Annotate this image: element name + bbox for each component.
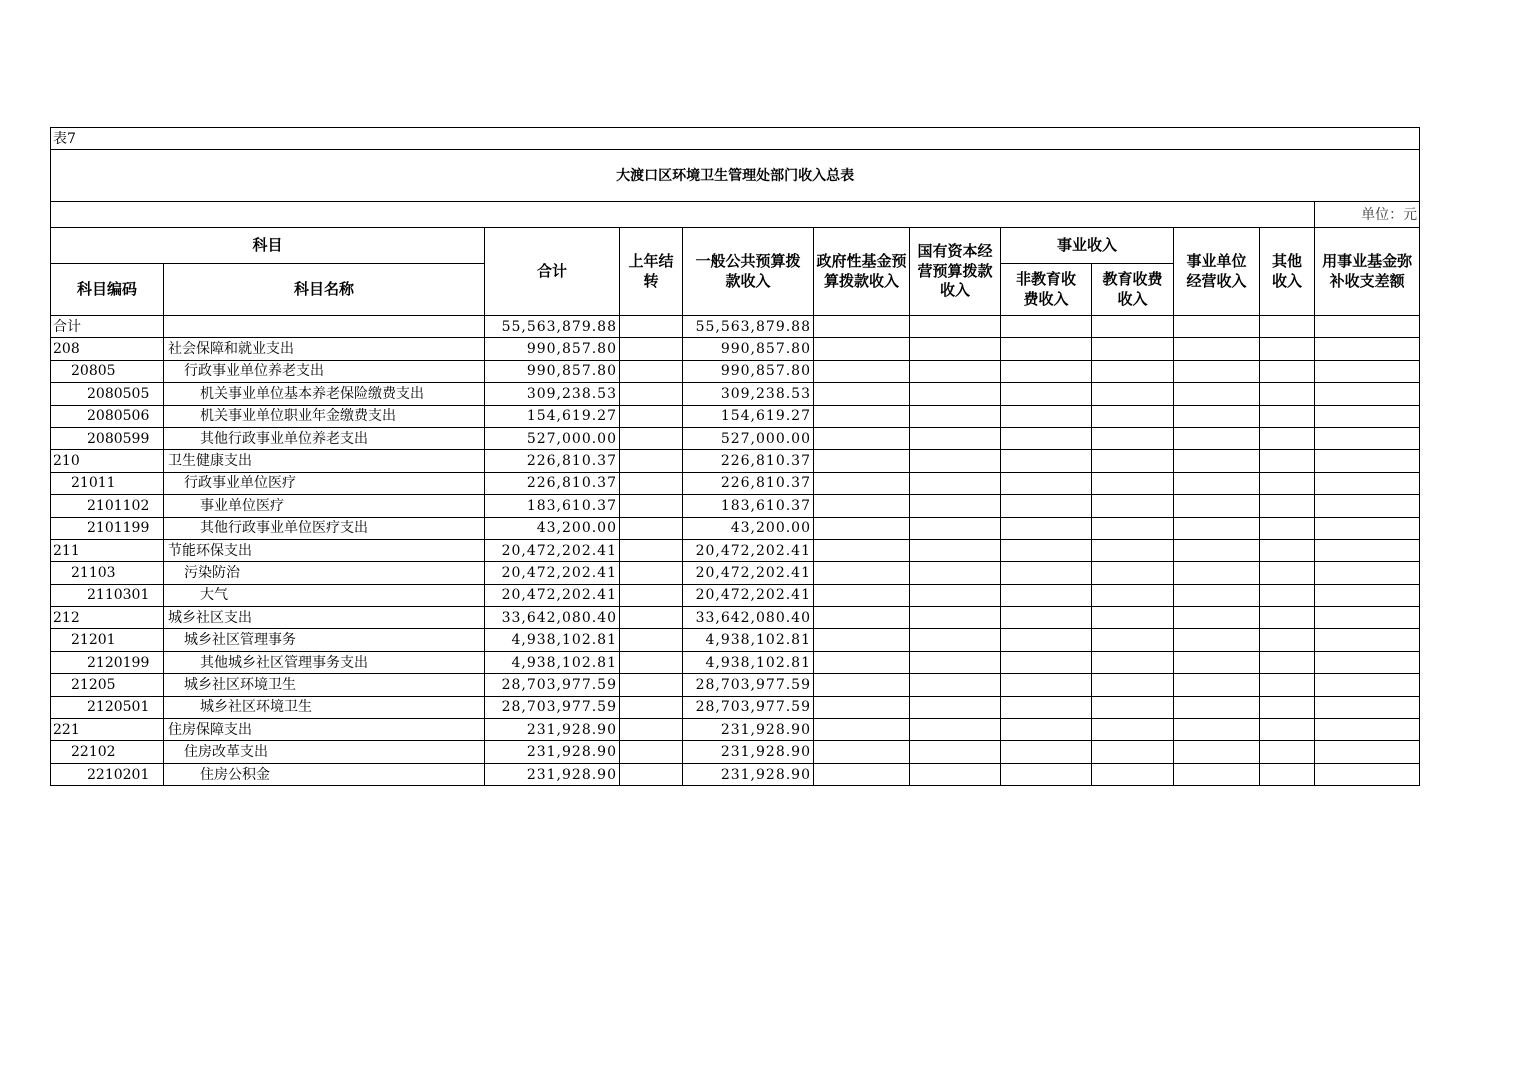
state-capital-cell xyxy=(910,338,1001,360)
carryover-cell xyxy=(620,741,683,763)
general-budget-cell: 33,642,080.40 xyxy=(683,607,814,629)
fund-supplement-cell xyxy=(1315,427,1420,449)
table-row xyxy=(51,360,1420,382)
general-budget-cell: 231,928.90 xyxy=(683,719,814,741)
operating-income-cell xyxy=(1174,338,1260,360)
edu-fee-cell xyxy=(1092,383,1174,405)
total-cell: 33,642,080.40 xyxy=(485,607,620,629)
gov-fund-cell xyxy=(814,719,910,741)
state-capital-cell xyxy=(910,472,1001,494)
unit-row-blank xyxy=(51,202,1315,228)
state-capital-cell xyxy=(910,517,1001,539)
table-row xyxy=(51,472,1420,494)
income-summary-table xyxy=(50,127,1420,786)
non-edu-fee-cell xyxy=(1001,383,1092,405)
carryover-cell xyxy=(620,316,683,338)
subject-code-cell: 2080599 xyxy=(51,427,164,449)
gov-fund-cell xyxy=(814,405,910,427)
other-income-cell xyxy=(1260,472,1315,494)
subject-code-cell: 2101102 xyxy=(51,495,164,517)
other-income-cell xyxy=(1260,405,1315,427)
table-row xyxy=(51,674,1420,696)
other-income-cell xyxy=(1260,338,1315,360)
non-edu-fee-cell xyxy=(1001,629,1092,651)
gov-fund-cell xyxy=(814,607,910,629)
subject-name-cell: 其他城乡社区管理事务支出 xyxy=(164,651,485,673)
general-budget-cell: 990,857.80 xyxy=(683,338,814,360)
edu-fee-cell xyxy=(1092,629,1174,651)
fund-supplement-cell xyxy=(1315,763,1420,785)
gov-fund-cell xyxy=(814,517,910,539)
table-row xyxy=(51,427,1420,449)
general-budget-cell: 231,928.90 xyxy=(683,741,814,763)
total-cell: 309,238.53 xyxy=(485,383,620,405)
edu-fee-cell xyxy=(1092,360,1174,382)
operating-income-cell xyxy=(1174,517,1260,539)
subject-name-cell: 其他行政事业单位养老支出 xyxy=(164,427,485,449)
operating-income-cell xyxy=(1174,405,1260,427)
carryover-cell xyxy=(620,338,683,360)
total-cell: 28,703,977.59 xyxy=(485,696,620,718)
total-cell: 231,928.90 xyxy=(485,719,620,741)
table-row xyxy=(51,651,1420,673)
header-subject-name: 科目名称 xyxy=(164,264,485,316)
other-income-cell xyxy=(1260,696,1315,718)
fund-supplement-cell xyxy=(1315,338,1420,360)
edu-fee-cell xyxy=(1092,696,1174,718)
subject-name-cell: 住房保障支出 xyxy=(164,719,485,741)
carryover-cell xyxy=(620,696,683,718)
table-row xyxy=(51,629,1420,651)
carryover-cell xyxy=(620,495,683,517)
general-budget-cell: 226,810.37 xyxy=(683,450,814,472)
subject-code-cell: 20805 xyxy=(51,360,164,382)
subject-name-cell: 社会保障和就业支出 xyxy=(164,338,485,360)
total-cell: 20,472,202.41 xyxy=(485,584,620,606)
other-income-cell xyxy=(1260,629,1315,651)
carryover-cell xyxy=(620,405,683,427)
state-capital-cell xyxy=(910,383,1001,405)
state-capital-cell xyxy=(910,316,1001,338)
table-number: 表7 xyxy=(51,128,1420,150)
non-edu-fee-cell xyxy=(1001,472,1092,494)
operating-income-cell xyxy=(1174,741,1260,763)
general-budget-cell: 43,200.00 xyxy=(683,517,814,539)
edu-fee-cell xyxy=(1092,719,1174,741)
gov-fund-cell xyxy=(814,629,910,651)
gov-fund-cell xyxy=(814,338,910,360)
fund-supplement-cell xyxy=(1315,383,1420,405)
non-edu-fee-cell xyxy=(1001,495,1092,517)
carryover-cell xyxy=(620,539,683,561)
total-cell: 154,619.27 xyxy=(485,405,620,427)
gov-fund-cell xyxy=(814,316,910,338)
total-cell: 43,200.00 xyxy=(485,517,620,539)
subject-code-cell: 211 xyxy=(51,539,164,561)
title-row xyxy=(51,150,1420,202)
carryover-cell xyxy=(620,383,683,405)
state-capital-cell xyxy=(910,427,1001,449)
non-edu-fee-cell xyxy=(1001,360,1092,382)
table-row xyxy=(51,607,1420,629)
subject-code-cell: 2120501 xyxy=(51,696,164,718)
operating-income-cell xyxy=(1174,539,1260,561)
non-edu-fee-cell xyxy=(1001,316,1092,338)
header-fund-supplement: 用事业基金弥补收支差额 xyxy=(1315,228,1420,316)
table-row xyxy=(51,562,1420,584)
header-other-income: 其他收入 xyxy=(1260,228,1315,316)
total-cell: 20,472,202.41 xyxy=(485,562,620,584)
state-capital-cell xyxy=(910,696,1001,718)
subject-name-cell: 机关事业单位基本养老保险缴费支出 xyxy=(164,383,485,405)
non-edu-fee-cell xyxy=(1001,338,1092,360)
subject-name-cell: 城乡社区环境卫生 xyxy=(164,696,485,718)
edu-fee-cell xyxy=(1092,427,1174,449)
carryover-cell xyxy=(620,450,683,472)
subject-code-cell: 21201 xyxy=(51,629,164,651)
total-cell: 4,938,102.81 xyxy=(485,651,620,673)
subject-name-cell xyxy=(164,316,485,338)
fund-supplement-cell xyxy=(1315,405,1420,427)
gov-fund-cell xyxy=(814,450,910,472)
carryover-cell xyxy=(620,674,683,696)
total-cell: 231,928.90 xyxy=(485,741,620,763)
gov-fund-cell xyxy=(814,360,910,382)
edu-fee-cell xyxy=(1092,763,1174,785)
header-carryover: 上年结转 xyxy=(620,228,683,316)
other-income-cell xyxy=(1260,674,1315,696)
carryover-cell xyxy=(620,763,683,785)
subject-code-cell: 2080506 xyxy=(51,405,164,427)
header-state-capital: 国有资本经营预算拨款收入 xyxy=(910,228,1001,316)
subject-name-cell: 行政事业单位养老支出 xyxy=(164,360,485,382)
subject-name-cell: 城乡社区管理事务 xyxy=(164,629,485,651)
edu-fee-cell xyxy=(1092,338,1174,360)
fund-supplement-cell xyxy=(1315,584,1420,606)
subject-name-cell: 城乡社区环境卫生 xyxy=(164,674,485,696)
total-cell: 990,857.80 xyxy=(485,360,620,382)
subject-code-cell: 2110301 xyxy=(51,584,164,606)
fund-supplement-cell xyxy=(1315,495,1420,517)
non-edu-fee-cell xyxy=(1001,539,1092,561)
operating-income-cell xyxy=(1174,674,1260,696)
subject-name-cell: 大气 xyxy=(164,584,485,606)
general-budget-cell: 154,619.27 xyxy=(683,405,814,427)
operating-income-cell xyxy=(1174,383,1260,405)
non-edu-fee-cell xyxy=(1001,584,1092,606)
general-budget-cell: 28,703,977.59 xyxy=(683,696,814,718)
total-cell: 990,857.80 xyxy=(485,338,620,360)
subject-name-cell: 其他行政事业单位医疗支出 xyxy=(164,517,485,539)
non-edu-fee-cell xyxy=(1001,696,1092,718)
non-edu-fee-cell xyxy=(1001,719,1092,741)
edu-fee-cell xyxy=(1092,405,1174,427)
edu-fee-cell xyxy=(1092,517,1174,539)
total-cell: 55,563,879.88 xyxy=(485,316,620,338)
subject-code-cell: 2080505 xyxy=(51,383,164,405)
header-operating-income: 事业单位经营收入 xyxy=(1174,228,1260,316)
subject-code-cell: 21103 xyxy=(51,562,164,584)
state-capital-cell xyxy=(910,584,1001,606)
state-capital-cell xyxy=(910,629,1001,651)
state-capital-cell xyxy=(910,741,1001,763)
table-row xyxy=(51,539,1420,561)
other-income-cell xyxy=(1260,763,1315,785)
non-edu-fee-cell xyxy=(1001,674,1092,696)
non-edu-fee-cell xyxy=(1001,607,1092,629)
state-capital-cell xyxy=(910,562,1001,584)
header-row-1 xyxy=(51,228,1420,264)
page-title: 大渡口区环境卫生管理处部门收入总表 xyxy=(51,150,1420,202)
non-edu-fee-cell xyxy=(1001,763,1092,785)
subject-name-cell: 事业单位医疗 xyxy=(164,495,485,517)
gov-fund-cell xyxy=(814,472,910,494)
unit-label: 单位：元 xyxy=(1315,202,1420,228)
subject-name-cell: 卫生健康支出 xyxy=(164,450,485,472)
general-budget-cell: 226,810.37 xyxy=(683,472,814,494)
fund-supplement-cell xyxy=(1315,539,1420,561)
subject-name-cell: 住房公积金 xyxy=(164,763,485,785)
operating-income-cell xyxy=(1174,629,1260,651)
general-budget-cell: 231,928.90 xyxy=(683,763,814,785)
gov-fund-cell xyxy=(814,562,910,584)
gov-fund-cell xyxy=(814,383,910,405)
carryover-cell xyxy=(620,360,683,382)
operating-income-cell xyxy=(1174,763,1260,785)
subject-name-cell: 污染防治 xyxy=(164,562,485,584)
subject-code-cell: 2101199 xyxy=(51,517,164,539)
edu-fee-cell xyxy=(1092,539,1174,561)
gov-fund-cell xyxy=(814,674,910,696)
header-subject-code: 科目编码 xyxy=(51,264,164,316)
other-income-cell xyxy=(1260,539,1315,561)
table-row xyxy=(51,696,1420,718)
edu-fee-cell xyxy=(1092,450,1174,472)
subject-name-cell: 住房改革支出 xyxy=(164,741,485,763)
subject-code-cell: 21011 xyxy=(51,472,164,494)
header-subject: 科目 xyxy=(51,228,485,264)
subject-name-cell: 节能环保支出 xyxy=(164,539,485,561)
fund-supplement-cell xyxy=(1315,741,1420,763)
header-gov-fund: 政府性基金预算拨款收入 xyxy=(814,228,910,316)
carryover-cell xyxy=(620,472,683,494)
fund-supplement-cell xyxy=(1315,316,1420,338)
fund-supplement-cell xyxy=(1315,674,1420,696)
carryover-cell xyxy=(620,607,683,629)
subject-code-cell: 21205 xyxy=(51,674,164,696)
operating-income-cell xyxy=(1174,584,1260,606)
state-capital-cell xyxy=(910,539,1001,561)
general-budget-cell: 4,938,102.81 xyxy=(683,651,814,673)
other-income-cell xyxy=(1260,562,1315,584)
operating-income-cell xyxy=(1174,495,1260,517)
header-general-budget: 一般公共预算拨款收入 xyxy=(683,228,814,316)
gov-fund-cell xyxy=(814,741,910,763)
subject-name-cell: 城乡社区支出 xyxy=(164,607,485,629)
other-income-cell xyxy=(1260,316,1315,338)
fund-supplement-cell xyxy=(1315,562,1420,584)
edu-fee-cell xyxy=(1092,562,1174,584)
total-cell: 28,703,977.59 xyxy=(485,674,620,696)
carryover-cell xyxy=(620,651,683,673)
other-income-cell xyxy=(1260,719,1315,741)
general-budget-cell: 183,610.37 xyxy=(683,495,814,517)
non-edu-fee-cell xyxy=(1001,427,1092,449)
table-label-row xyxy=(51,128,1420,150)
fund-supplement-cell xyxy=(1315,719,1420,741)
total-cell: 527,000.00 xyxy=(485,427,620,449)
table-row xyxy=(51,584,1420,606)
fund-supplement-cell xyxy=(1315,607,1420,629)
gov-fund-cell xyxy=(814,696,910,718)
non-edu-fee-cell xyxy=(1001,562,1092,584)
carryover-cell xyxy=(620,584,683,606)
other-income-cell xyxy=(1260,360,1315,382)
operating-income-cell xyxy=(1174,360,1260,382)
subject-code-cell: 合计 xyxy=(51,316,164,338)
state-capital-cell xyxy=(910,405,1001,427)
fund-supplement-cell xyxy=(1315,450,1420,472)
general-budget-cell: 28,703,977.59 xyxy=(683,674,814,696)
carryover-cell xyxy=(620,719,683,741)
table-row xyxy=(51,450,1420,472)
general-budget-cell: 20,472,202.41 xyxy=(683,539,814,561)
state-capital-cell xyxy=(910,495,1001,517)
header-institution-income: 事业收入 xyxy=(1001,228,1174,264)
table-row xyxy=(51,495,1420,517)
total-cell: 226,810.37 xyxy=(485,472,620,494)
operating-income-cell xyxy=(1174,607,1260,629)
table-row xyxy=(51,741,1420,763)
gov-fund-cell xyxy=(814,584,910,606)
operating-income-cell xyxy=(1174,316,1260,338)
carryover-cell xyxy=(620,427,683,449)
table-row xyxy=(51,405,1420,427)
state-capital-cell xyxy=(910,360,1001,382)
general-budget-cell: 990,857.80 xyxy=(683,360,814,382)
general-budget-cell: 20,472,202.41 xyxy=(683,562,814,584)
header-edu-fee: 教育收费收入 xyxy=(1092,264,1174,316)
other-income-cell xyxy=(1260,383,1315,405)
carryover-cell xyxy=(620,562,683,584)
other-income-cell xyxy=(1260,517,1315,539)
table-row xyxy=(51,517,1420,539)
operating-income-cell xyxy=(1174,472,1260,494)
non-edu-fee-cell xyxy=(1001,741,1092,763)
edu-fee-cell xyxy=(1092,651,1174,673)
state-capital-cell xyxy=(910,651,1001,673)
operating-income-cell xyxy=(1174,562,1260,584)
header-non-edu-fee: 非教育收费收入 xyxy=(1001,264,1092,316)
edu-fee-cell xyxy=(1092,495,1174,517)
edu-fee-cell xyxy=(1092,674,1174,696)
operating-income-cell xyxy=(1174,450,1260,472)
subject-name-cell: 机关事业单位职业年金缴费支出 xyxy=(164,405,485,427)
table-row xyxy=(51,316,1420,338)
other-income-cell xyxy=(1260,450,1315,472)
carryover-cell xyxy=(620,517,683,539)
unit-row xyxy=(51,202,1420,228)
state-capital-cell xyxy=(910,674,1001,696)
edu-fee-cell xyxy=(1092,607,1174,629)
other-income-cell xyxy=(1260,584,1315,606)
general-budget-cell: 20,472,202.41 xyxy=(683,584,814,606)
carryover-cell xyxy=(620,629,683,651)
edu-fee-cell xyxy=(1092,741,1174,763)
operating-income-cell xyxy=(1174,696,1260,718)
total-cell: 231,928.90 xyxy=(485,763,620,785)
fund-supplement-cell xyxy=(1315,629,1420,651)
state-capital-cell xyxy=(910,607,1001,629)
general-budget-cell: 527,000.00 xyxy=(683,427,814,449)
subject-name-cell: 行政事业单位医疗 xyxy=(164,472,485,494)
other-income-cell xyxy=(1260,607,1315,629)
table-row xyxy=(51,338,1420,360)
other-income-cell xyxy=(1260,495,1315,517)
subject-code-cell: 210 xyxy=(51,450,164,472)
state-capital-cell xyxy=(910,763,1001,785)
general-budget-cell: 55,563,879.88 xyxy=(683,316,814,338)
gov-fund-cell xyxy=(814,651,910,673)
fund-supplement-cell xyxy=(1315,517,1420,539)
table-row xyxy=(51,763,1420,785)
table-row xyxy=(51,719,1420,741)
general-budget-cell: 309,238.53 xyxy=(683,383,814,405)
table-row xyxy=(51,383,1420,405)
subject-code-cell: 221 xyxy=(51,719,164,741)
operating-income-cell xyxy=(1174,651,1260,673)
total-cell: 183,610.37 xyxy=(485,495,620,517)
edu-fee-cell xyxy=(1092,316,1174,338)
non-edu-fee-cell xyxy=(1001,405,1092,427)
total-cell: 20,472,202.41 xyxy=(485,539,620,561)
operating-income-cell xyxy=(1174,719,1260,741)
fund-supplement-cell xyxy=(1315,360,1420,382)
edu-fee-cell xyxy=(1092,472,1174,494)
operating-income-cell xyxy=(1174,427,1260,449)
gov-fund-cell xyxy=(814,539,910,561)
state-capital-cell xyxy=(910,450,1001,472)
edu-fee-cell xyxy=(1092,584,1174,606)
other-income-cell xyxy=(1260,651,1315,673)
subject-code-cell: 2120199 xyxy=(51,651,164,673)
fund-supplement-cell xyxy=(1315,651,1420,673)
non-edu-fee-cell xyxy=(1001,450,1092,472)
total-cell: 4,938,102.81 xyxy=(485,629,620,651)
other-income-cell xyxy=(1260,741,1315,763)
total-cell: 226,810.37 xyxy=(485,450,620,472)
non-edu-fee-cell xyxy=(1001,651,1092,673)
subject-code-cell: 208 xyxy=(51,338,164,360)
subject-code-cell: 2210201 xyxy=(51,763,164,785)
gov-fund-cell xyxy=(814,495,910,517)
state-capital-cell xyxy=(910,719,1001,741)
gov-fund-cell xyxy=(814,427,910,449)
header-total: 合计 xyxy=(485,228,620,316)
subject-code-cell: 212 xyxy=(51,607,164,629)
gov-fund-cell xyxy=(814,763,910,785)
subject-code-cell: 22102 xyxy=(51,741,164,763)
fund-supplement-cell xyxy=(1315,696,1420,718)
general-budget-cell: 4,938,102.81 xyxy=(683,629,814,651)
non-edu-fee-cell xyxy=(1001,517,1092,539)
fund-supplement-cell xyxy=(1315,472,1420,494)
other-income-cell xyxy=(1260,427,1315,449)
